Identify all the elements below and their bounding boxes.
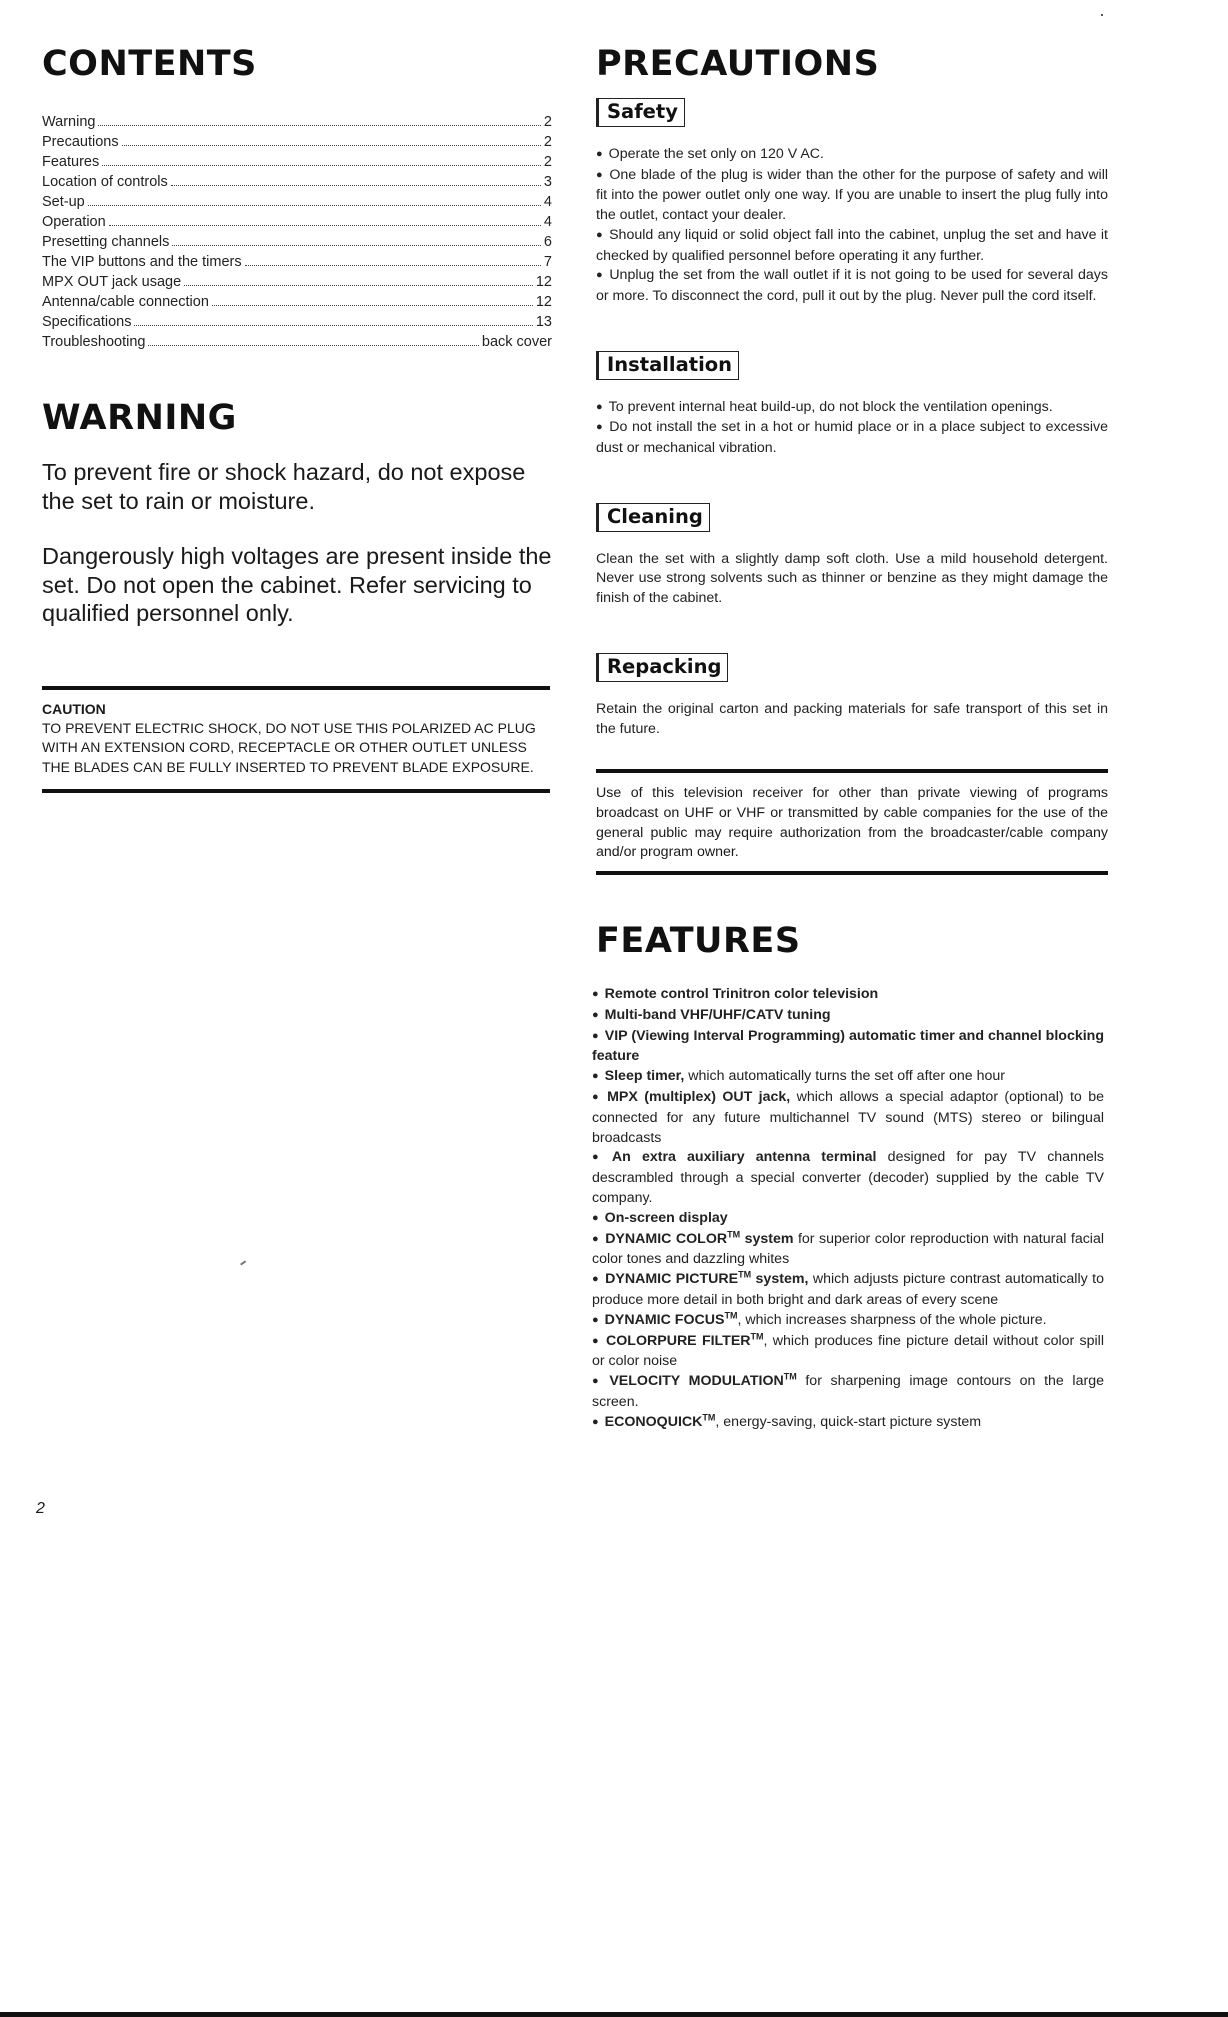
bullet-item: ● Operate the set only on 120 V AC.	[596, 145, 1108, 166]
toc-leader-dots	[88, 205, 541, 206]
safety-list	[596, 145, 1108, 307]
toc-label: Precautions	[42, 134, 119, 150]
toc-leader-dots	[98, 125, 540, 126]
feature-name: DYNAMIC COLOR	[605, 1230, 728, 1247]
feature-name: MPX (multiplex) OUT jack,	[607, 1089, 791, 1106]
scan-speck	[1101, 14, 1103, 16]
bullet-item: ● Do not install the set in a hot or humid place or in a place subject to excessive dust or mechanical vibration.	[596, 418, 1108, 458]
warning-paragraph-1: To prevent fire or shock hazard, do not expose the set to rain or moisture.	[42, 459, 526, 514]
trademark-mark: TM	[783, 1371, 797, 1382]
feature-item	[592, 1006, 1104, 1027]
feature-description: for superior color reproduction with natural facial color tones and dazzling whites	[592, 1230, 1104, 1268]
toc-page: 6	[543, 234, 552, 250]
feature-item	[592, 1372, 1104, 1413]
cleaning-text: Clean the set with a slightly damp soft cloth. Use a mild household detergent. Never use strong solvents such as thinner or benzine as they might damage the finish of the cabinet.	[596, 550, 1108, 607]
safety-section	[596, 98, 1108, 307]
bullet-item: ● Should any liquid or solid object fall into the cabinet, unplug the set and have it checked by qualified personnel before operating it any further.	[596, 226, 1108, 266]
feature-item	[592, 985, 1104, 1006]
toc-row	[42, 212, 552, 232]
feature-name: DYNAMIC PICTURE	[605, 1271, 739, 1288]
warning-title: WARNING	[42, 398, 237, 438]
toc-row	[42, 132, 552, 152]
features-list	[592, 985, 1104, 1434]
broadcast-notice: Use of this television receiver for other than private viewing of programs broadcast on UHF or VHF or transmitted by cable companies for the use of the general public may require authorization from the broadcaster/cable company and/or program owner.	[596, 785, 1108, 861]
toc-page: 12	[535, 294, 552, 310]
toc-label: Specifications	[42, 314, 132, 330]
feature-name: VIP (Viewing Interval Programming) automatic timer and channel blocking feature	[592, 1027, 1104, 1065]
feature-item	[592, 1027, 1104, 1068]
feature-description: which adjusts picture contrast automatically to produce more detail in both bright and dark areas of every scene	[592, 1271, 1104, 1309]
toc-leader-dots	[212, 305, 533, 306]
toc-page: 12	[535, 274, 552, 290]
repacking-tag: Repacking	[596, 653, 728, 682]
bullet-item: ● Unplug the set from the wall outlet if it is not going to be used for several days or more. To disconnect the cord, pull it out by the plug. Never pull the cord itself.	[596, 266, 1108, 306]
toc-leader-dots	[134, 325, 532, 326]
toc-label: MPX OUT jack usage	[42, 274, 182, 290]
contents-title: CONTENTS	[42, 44, 257, 84]
toc-leader-dots	[148, 345, 478, 346]
toc-page: 13	[535, 314, 552, 330]
toc-row	[42, 112, 552, 132]
toc-row	[42, 252, 552, 272]
caution-title: CAUTION	[42, 700, 106, 717]
feature-item	[592, 1230, 1104, 1271]
feature-item	[592, 1148, 1104, 1208]
toc-leader-dots	[102, 165, 541, 166]
bottom-edge-line	[0, 2012, 1228, 2017]
feature-description: for sharpening image contours on the large screen.	[592, 1373, 1104, 1410]
feature-item	[592, 1413, 1104, 1434]
right-column	[592, 44, 1108, 1434]
toc-leader-dots	[171, 185, 541, 186]
table-of-contents	[42, 112, 552, 352]
features-title: FEATURES	[596, 921, 801, 962]
toc-row	[42, 332, 552, 352]
toc-leader-dots	[109, 225, 541, 226]
feature-description: designed for pay TV channels descrambled through a special converter (decoder) supplied by the cable TV company.	[592, 1149, 1104, 1207]
feature-description: system	[740, 1230, 794, 1247]
safety-tag: Safety	[596, 98, 685, 127]
toc-label: Presetting channels	[42, 234, 170, 250]
broadcast-notice-box	[596, 769, 1108, 875]
feature-description: which allows a special adaptor (optional) to be connected for any future multichannel TV sound (MTS) stereo or bilingual broadcasts	[592, 1089, 1104, 1146]
installation-tag: Installation	[596, 351, 739, 380]
feature-item	[592, 1270, 1104, 1311]
trademark-mark: TM	[727, 1228, 741, 1239]
warning-paragraph-2: Dangerously high voltages are present inside the set. Do not open the cabinet. Refer servicing to qualified personnel only.	[42, 543, 552, 626]
feature-name: ECONOQUICK	[604, 1413, 703, 1430]
feature-item	[592, 1209, 1104, 1230]
feature-name: VELOCITY MODULATION	[609, 1373, 784, 1390]
feature-description: , energy-saving, quick-start picture system	[715, 1413, 982, 1430]
trademark-mark: TM	[702, 1412, 716, 1423]
toc-label: Troubleshooting	[42, 334, 146, 350]
feature-name: Multi-band VHF/UHF/CATV tuning	[604, 1006, 831, 1023]
feature-description: , which produces fine picture detail without color spill or color noise	[592, 1332, 1104, 1370]
toc-label: Operation	[42, 214, 106, 230]
toc-page: back cover	[481, 334, 552, 350]
cleaning-section	[596, 503, 1108, 609]
toc-page: 4	[543, 194, 552, 210]
toc-label: The VIP buttons and the timers	[42, 254, 242, 270]
toc-label: Warning	[42, 114, 96, 130]
feature-description: which automatically turns the set off after one hour	[684, 1068, 1006, 1085]
scan-mark	[240, 1260, 246, 1265]
feature-item	[592, 1088, 1104, 1148]
feature-name: Sleep timer,	[604, 1068, 685, 1085]
cleaning-tag: Cleaning	[596, 503, 710, 532]
feature-name: COLORPURE FILTER	[606, 1332, 751, 1349]
toc-leader-dots	[184, 285, 533, 286]
toc-page: 4	[543, 214, 552, 230]
precautions-title: PRECAUTIONS	[596, 44, 880, 84]
feature-name: Remote control Trinitron color television	[604, 986, 879, 1003]
toc-label: Set-up	[42, 194, 85, 210]
toc-page: 2	[543, 134, 552, 150]
toc-page: 2	[543, 154, 552, 170]
toc-row	[42, 152, 552, 172]
toc-row	[42, 312, 552, 332]
toc-leader-dots	[245, 265, 541, 266]
toc-row	[42, 232, 552, 252]
toc-label: Antenna/cable connection	[42, 294, 209, 310]
toc-row	[42, 292, 552, 312]
feature-item	[592, 1067, 1104, 1088]
toc-page: 3	[543, 174, 552, 190]
toc-row	[42, 172, 552, 192]
toc-page: 2	[543, 114, 552, 130]
toc-label: Features	[42, 154, 100, 170]
toc-leader-dots	[172, 245, 541, 246]
feature-name: On-screen display	[604, 1209, 728, 1226]
toc-page: 7	[543, 254, 552, 270]
bullet-item: ● To prevent internal heat build-up, do not block the ventilation openings.	[596, 398, 1108, 419]
repacking-section	[596, 653, 1108, 739]
left-column	[42, 44, 552, 793]
caution-box	[42, 686, 550, 794]
feature-item	[592, 1311, 1104, 1332]
trademark-mark: TM	[750, 1330, 764, 1341]
toc-row	[42, 272, 552, 292]
page-number: 2	[36, 1500, 45, 1517]
caution-text: TO PREVENT ELECTRIC SHOCK, DO NOT USE THIS POLARIZED AC PLUG WITH AN EXTENSION CORD, RECEPTACLE OR OTHER OUTLET UNLESS THE BLADES CAN BE FULLY INSERTED TO PREVENT BLADE EXPOSURE.	[42, 719, 536, 775]
toc-leader-dots	[122, 145, 541, 146]
installation-list	[596, 398, 1108, 459]
feature-description: , which increases sharpness of the whole picture.	[737, 1311, 1047, 1328]
installation-section	[596, 351, 1108, 459]
bullet-item: ● One blade of the plug is wider than the other for the purpose of safety and will fit into the power outlet only one way. If you are unable to insert the plug fully into the outlet, contact your dealer.	[596, 166, 1108, 226]
feature-description: system,	[751, 1271, 809, 1288]
toc-label: Location of controls	[42, 174, 168, 190]
feature-item	[592, 1332, 1104, 1373]
feature-name: DYNAMIC FOCUS	[604, 1311, 725, 1328]
toc-row	[42, 192, 552, 212]
feature-name: An extra auxiliary antenna terminal	[611, 1149, 877, 1166]
repacking-text: Retain the original carton and packing materials for safe transport of this set in the future.	[596, 700, 1108, 737]
trademark-mark: TM	[724, 1310, 738, 1321]
trademark-mark: TM	[738, 1269, 752, 1280]
